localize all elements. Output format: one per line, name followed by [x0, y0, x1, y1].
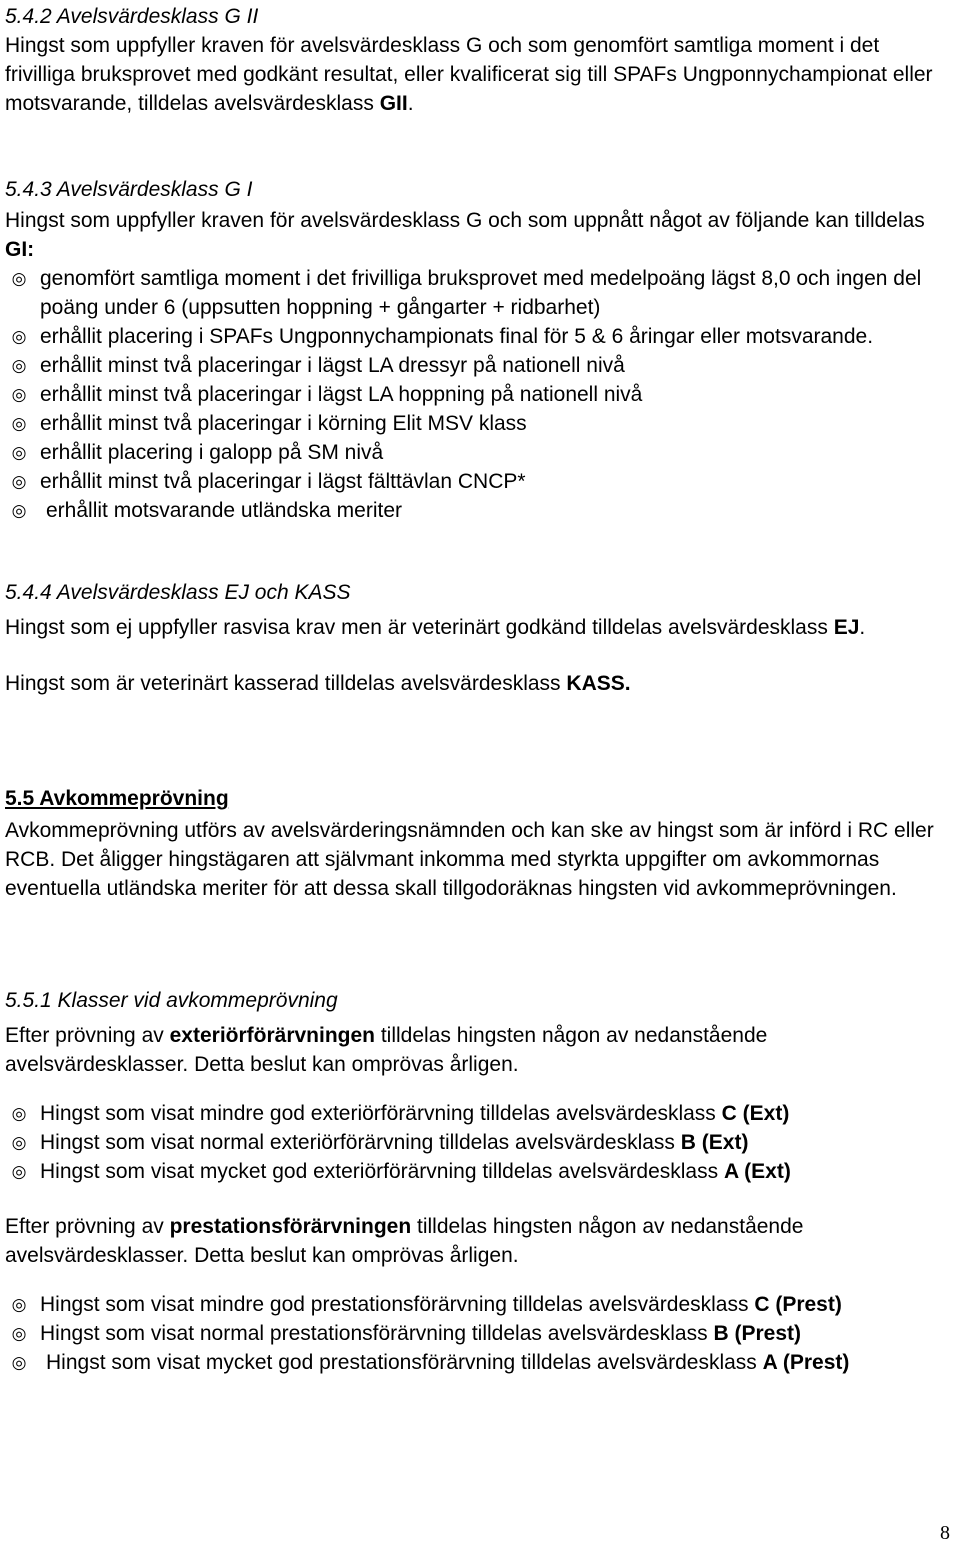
class-label: C (Ext)	[721, 1102, 790, 1125]
list-item	[5, 264, 950, 322]
bullet-icon: ◎	[11, 1295, 27, 1314]
bullet-icon: ◎	[11, 1104, 27, 1123]
paragraph	[5, 206, 950, 264]
paragraph	[5, 669, 950, 698]
bullet-icon: ◎	[11, 1324, 27, 1343]
paragraph-text: Hingst som uppfyller kraven för avelsvärdesklass G och som uppnått något av följande kan tilldelas	[5, 209, 925, 232]
list-item	[5, 496, 950, 525]
paragraph-text: Efter prövning av	[5, 1215, 164, 1238]
class-label: EJ	[833, 616, 860, 639]
list-item	[5, 322, 950, 351]
paragraph	[5, 1212, 950, 1270]
list-item-text: genomfört samtliga moment i det frivilliga bruksprovet med medelpoäng lägst 8,0 och ingen del poäng under 6 (uppsutten hoppning + gångarter + ridbarhet)	[40, 267, 922, 319]
bullet-icon: ◎	[11, 385, 27, 404]
section-heading: 5.5 Avkommeprövning	[5, 787, 229, 810]
list-item	[5, 351, 950, 380]
list-item	[5, 1319, 950, 1348]
class-label: GII	[379, 92, 408, 115]
list-item-text: Hingst som visat mindre god exteriörförärvning tilldelas avelsvärdesklass	[40, 1102, 716, 1125]
class-label: A (Ext)	[723, 1160, 791, 1183]
list-item	[5, 438, 950, 467]
list-item-text: Hingst som visat normal exteriörförärvning tilldelas avelsvärdesklass	[40, 1131, 675, 1154]
class-label: GI:	[5, 238, 35, 261]
bullet-icon: ◎	[11, 1133, 27, 1152]
section-heading: 5.4.3 Avelsvärdesklass G I	[5, 178, 253, 201]
paragraph: Avkommeprövning utförs av avelsvärderingsnämnden och kan ske av hingst som är införd i RC eller RCB. Det åligger hingstägaren att självmant inkomma med styrkta uppgifter om avkommornas eventuella utländska meriter för att dessa skall tillgodoräknas hingsten vid avkommeprövningen.	[5, 819, 934, 900]
list-item	[5, 380, 950, 409]
section-5-4-2	[5, 2, 950, 118]
class-label: C (Prest)	[754, 1293, 842, 1316]
bullet-icon: ◎	[11, 1353, 27, 1372]
paragraph-text: Hingst som uppfyller kraven för avelsvärdesklass G och som genomfört samtliga moment i det frivilliga bruksprovet med godkänt resultat, eller kvalificerat sig till SPAFs Ungponnychampionat eller motsvarande, tilldelas avelsvärdesklass	[5, 34, 933, 115]
page-number: 8	[940, 1522, 950, 1544]
paragraph-text: tilldelas hingsten någon av nedanstående avelsvärdesklasser. Detta beslut kan omprövas årligen.	[5, 1215, 804, 1267]
section-5-5	[5, 784, 950, 903]
bullet-icon: ◎	[11, 356, 27, 375]
list-item-text: Hingst som visat normal prestationsförärvning tilldelas avelsvärdesklass	[40, 1322, 708, 1345]
bullet-icon: ◎	[11, 327, 27, 346]
list-item-text: erhållit minst två placeringar i lägst LA dressyr på nationell nivå	[40, 354, 625, 377]
paragraph	[5, 613, 950, 642]
section-heading: 5.4.4 Avelsvärdesklass EJ och KASS	[5, 581, 351, 604]
list-item-text: erhållit placering i SPAFs Ungponnychampionats final för 5 & 6 åringar eller motsvarande.	[40, 325, 874, 348]
punctuation: .	[859, 616, 866, 639]
list-item-text: Hingst som visat mycket god exteriörförärvning tilldelas avelsvärdesklass	[40, 1160, 719, 1183]
list-item-text: Hingst som visat mindre god prestationsförärvning tilldelas avelsvärdesklass	[40, 1293, 749, 1316]
paragraph	[5, 31, 950, 118]
list-item-text: erhållit minst två placeringar i lägst LA hoppning på nationell nivå	[40, 383, 643, 406]
paragraph-text: tilldelas hingsten någon av nedanstående avelsvärdesklasser. Detta beslut kan omprövas årligen.	[5, 1024, 768, 1076]
criteria-list	[5, 264, 950, 525]
list-item-text: erhållit placering i galopp på SM nivå	[40, 441, 384, 464]
exterior-class-list	[5, 1099, 950, 1186]
emphasis: exteriörförärvningen	[169, 1024, 375, 1047]
paragraph	[5, 1021, 950, 1079]
list-item	[5, 1157, 950, 1186]
section-5-4-3	[5, 175, 950, 525]
bullet-icon: ◎	[11, 443, 27, 462]
list-item	[5, 1099, 950, 1128]
bullet-icon: ◎	[11, 1162, 27, 1181]
list-item	[5, 1128, 950, 1157]
list-item-text: Hingst som visat mycket god prestationsförärvning tilldelas avelsvärdesklass	[46, 1351, 757, 1374]
paragraph-text: Hingst som ej uppfyller rasvisa krav men är veterinärt godkänd tilldelas avelsvärdesklass	[5, 616, 828, 639]
list-item-text: erhållit motsvarande utländska meriter	[46, 499, 402, 522]
section-5-5-1	[5, 986, 950, 1377]
bullet-icon: ◎	[11, 414, 27, 433]
list-item	[5, 409, 950, 438]
section-heading: 5.4.2 Avelsvärdesklass G II	[5, 5, 259, 28]
paragraph-text: Hingst som är veterinärt kasserad tilldelas avelsvärdesklass	[5, 672, 561, 695]
class-label: B (Prest)	[713, 1322, 801, 1345]
bullet-icon: ◎	[11, 472, 27, 491]
performance-class-list	[5, 1290, 950, 1377]
bullet-icon: ◎	[11, 501, 27, 520]
paragraph-text: Efter prövning av	[5, 1024, 164, 1047]
class-label: KASS.	[566, 672, 631, 695]
list-item	[5, 1348, 950, 1377]
bullet-icon: ◎	[11, 269, 27, 288]
list-item-text: erhållit minst två placeringar i körning Elit MSV klass	[40, 412, 527, 435]
list-item	[5, 467, 950, 496]
punctuation: .	[407, 92, 414, 115]
section-heading: 5.5.1 Klasser vid avkommeprövning	[5, 989, 338, 1012]
class-label: B (Ext)	[680, 1131, 749, 1154]
section-5-4-4	[5, 578, 950, 698]
class-label: A (Prest)	[762, 1351, 850, 1374]
list-item-text: erhållit minst två placeringar i lägst fälttävlan CNCP*	[40, 470, 526, 493]
emphasis: prestationsförärvningen	[169, 1215, 412, 1238]
list-item	[5, 1290, 950, 1319]
